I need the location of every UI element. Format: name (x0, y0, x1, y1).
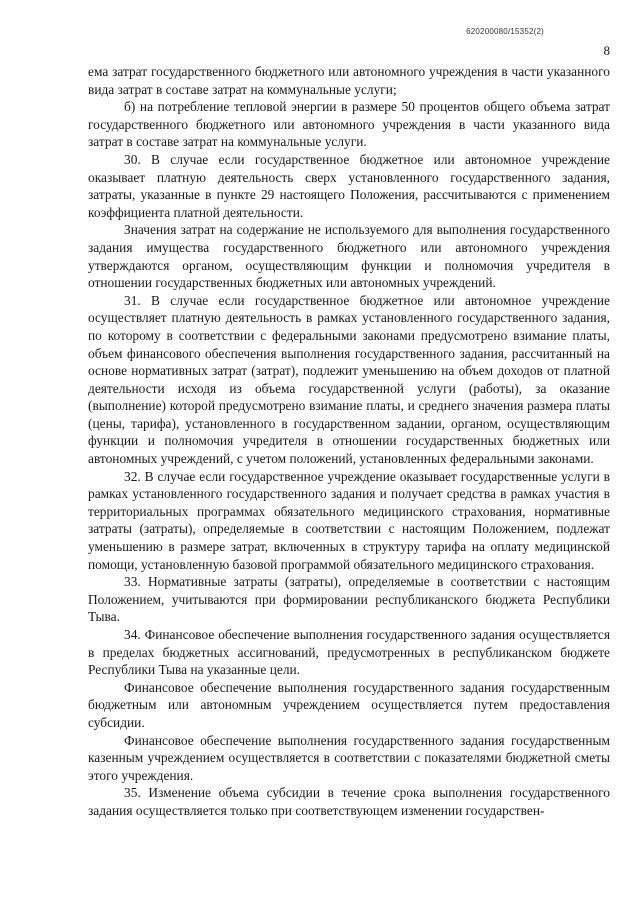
paragraph: б) на потребление тепловой энергии в размере 50 процентов общего объема затрат государственного бюджетного или автономного учреждения в части указанного вида затрат в составе затрат на коммунальные услуги. (88, 99, 610, 150)
paragraph: Значения затрат на содержание не используемого для выполнения государственного задания имущества государственного бюджетного или автономного учреждения утверждаются органом, осуществляющим функции и полномочия учредителя в отношении государственных бюджетных или автономных учреждений. (88, 222, 610, 291)
paragraph: 30. В случае если государственное бюджетное или автономное учреждение оказывает платную деятельность сверх установленного государственного задания, затраты, указанные в пункте 29 настоящего Положения, рассчитываются с применением коэффициента платной деятельности. (88, 151, 610, 220)
paragraph: ема затрат государственного бюджетного или автономного учреждения в части указанного вида затрат в составе затрат на коммунальные услуги; (88, 64, 610, 97)
document-code: 620200080/15352(2) (466, 27, 544, 36)
paragraph: 31. В случае если государственное бюджетное или автономное учреждение осуществляет платную деятельность в рамках установленного государственного задания, по которому в соответствии с федеральными законами предусмотрено взимание платы, объем финансового обеспечения выполнения государственного задания, рассчитанный на основе нормативных затрат (затрат), подлежит уменьшению на объем доходов от платной деятельности исходя из объема государственной услуги (работы), за оказание (выполнение) которой предусмотрено взимание платы, и среднего значения размера платы (цены, тарифа), установленного в государственном задании, органом, осуществляющим функции и полномочия учредителя в отношении государственных бюджетных или автономных учреждений, с учетом положений, установленных федеральными законами. (88, 292, 610, 467)
paragraph: 33. Нормативные затраты (затраты), определяемые в соответствии с настоящим Положением, учитываются при формировании республиканского бюджета Республики Тыва. (88, 574, 610, 625)
document-body (88, 63, 610, 820)
paragraph: Финансовое обеспечение выполнения государственного задания государственным бюджетным или автономным учреждением осуществляется путем предоставления субсидии. (88, 679, 610, 730)
paragraph: 34. Финансовое обеспечение выполнения государственного задания осуществляется в пределах бюджетных ассигнований, предусмотренных в республиканском бюджете Республики Тыва на указанные цели. (88, 627, 610, 678)
paragraph: 35. Изменение объема субсидии в течение срока выполнения государственного задания осуществляется только при соответствующем изменении государствен- (88, 785, 610, 818)
paragraph: 32. В случае если государственное учреждение оказывает государственные услуги в рамках установленного государственного задания и получает средства в рамках участия в территориальных программах обязательного медицинского страхования, нормативные затраты (затраты), определяемые в соответствии с настоящим Положением, подлежат уменьшению в размере затрат, включенных в структуру тарифа на оплату медицинской помощи, установленную базовой программой обязательного медицинского страхования. (88, 468, 610, 572)
page-number: 8 (603, 43, 610, 58)
paragraph: Финансовое обеспечение выполнения государственного задания государственным казенным учреждением осуществляется в соответствии с показателями бюджетной сметы этого учреждения. (88, 732, 610, 783)
